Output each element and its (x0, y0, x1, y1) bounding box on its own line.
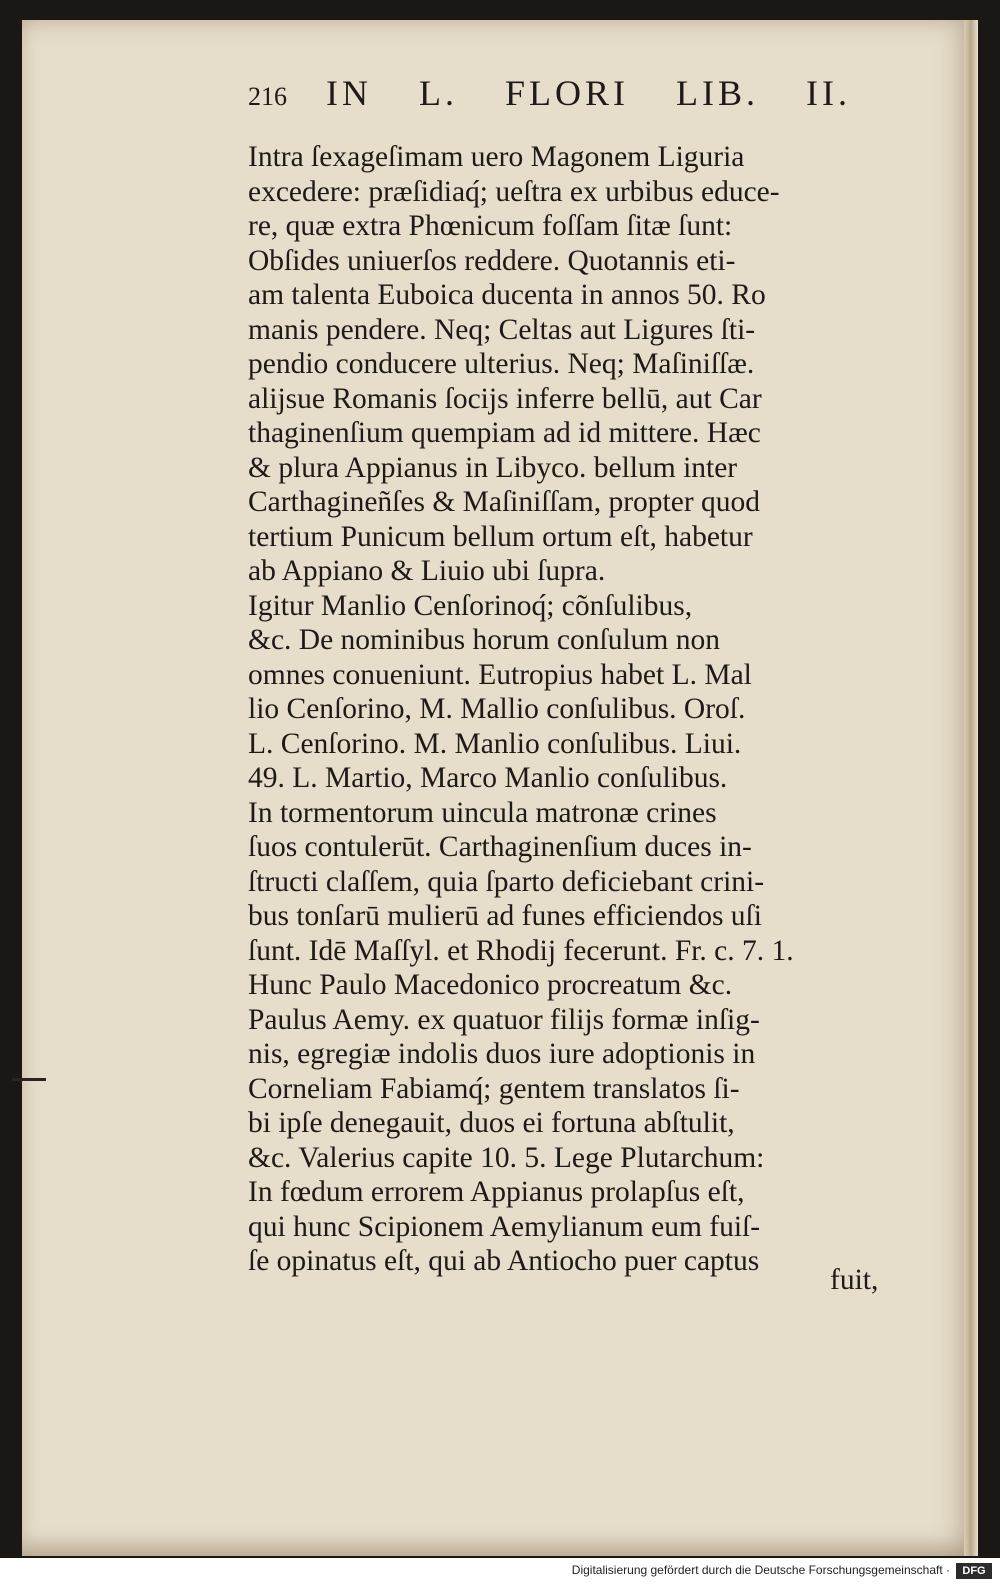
text-line: ab Appiano & Liuio ubi ſupra. (248, 555, 606, 587)
text-line: ſuos contulerūt. Carthaginenſium duces in- (248, 831, 752, 863)
running-head (248, 72, 928, 114)
text-line: 49. L. Martio, Marco Manlio conſulibus. (248, 762, 728, 794)
footer-bar (0, 1558, 1000, 1584)
text-line: Hunc Paulo Macedonico procreatum &c. (248, 969, 733, 1001)
text-line: & plura Appianus in Libyco. bellum inter (248, 451, 738, 484)
text-line: pendio conducere ulterius. Neq; Maſiniſſæ. (248, 348, 755, 380)
text-line: tertium Punicum bellum ortum eſt, habetur (248, 520, 753, 553)
margin-mark (12, 1078, 46, 1081)
text-line: lio Cenſorino, M. Mallio conſulibus. Oroſ. (248, 693, 746, 725)
text-line: bi ipſe denegauit, duos ei fortuna abſtulit, (248, 1107, 735, 1139)
text-line: ſtructi claſſem, quia ſparto deficiebant crini- (248, 865, 765, 898)
text-line: qui hunc Scipionem Aemylianum eum fuiſ- (248, 1210, 761, 1243)
running-head-word: L. (419, 73, 458, 113)
text-line: nis, egregiæ indolis duos iure adoptionis in (248, 1038, 756, 1070)
text-line: L. Cenſorino. M. Manlio conſulibus. Liui. (248, 727, 742, 760)
text-line: thaginenſium quempiam ad id mittere. Hæc (248, 417, 761, 449)
text-line: Paulus Aemy. ex quatuor filijs formæ inſig- (248, 1003, 760, 1036)
text-line: manis pendere. Neq; Celtas aut Ligures ſti- (248, 313, 756, 346)
text-line: Carthagineñſes & Maſiniſſam, propter quod (248, 486, 761, 518)
text-line: re, quæ extra Phœnicum foſſam ſitæ ſunt: (248, 210, 733, 242)
running-head-word: FLORI (505, 73, 630, 113)
running-head-word: IN (326, 73, 372, 113)
text-line: Obſides uniuerſos reddere. Quotannis eti- (248, 244, 736, 277)
running-head-word: II. (806, 73, 851, 113)
text-line: excedere: præſidiaq́; ueſtra ex urbibus educe- (248, 175, 780, 208)
text-line: &c. De nominibus horum conſulum non (248, 624, 720, 656)
body-text (248, 140, 938, 1279)
funding-credit: Digitalisierung gefördert durch die Deutsche Forschungsgemeinschaft · (571, 1563, 950, 1577)
text-line: In fœdum errorem Appianus prolapſus eſt, (248, 1176, 745, 1208)
running-head-word: LIB. (676, 73, 760, 113)
text-line: am talenta Euboica ducenta in annos 50. Ro (248, 279, 766, 311)
text-line: ſe opinatus eſt, qui ab Antiocho puer captus (248, 1245, 760, 1277)
text-line: omnes conueniunt. Eutropius habet L. Mal (248, 658, 752, 691)
text-line: alijsue Romanis ſocijs inferre bellū, aut Car (248, 382, 762, 415)
page-gutter-edge (964, 20, 978, 1556)
text-line: Igitur Manlio Cenſorinoq́; cõnſulibus, (248, 589, 693, 622)
dfg-logo: DFG (956, 1563, 992, 1579)
text-line: Intra ſexageſimam uero Magonem Liguria (248, 141, 745, 173)
text-line: Corneliam Fabiamq́; gentem translatos ſi- (248, 1072, 740, 1105)
text-line: In tormentorum uincula matronæ crines (248, 796, 717, 829)
text-line: ſunt. Idē Maſſyl. et Rhodij fecerunt. Fr. c. 7. 1. (248, 934, 794, 967)
catchword: fuit, (830, 1264, 879, 1296)
page-number: 216 (248, 82, 287, 111)
text-line: &c. Valerius capite 10. 5. Lege Plutarchum: (248, 1141, 765, 1174)
text-line: bus tonſarū mulierū ad funes efficiendos uſi (248, 900, 762, 932)
